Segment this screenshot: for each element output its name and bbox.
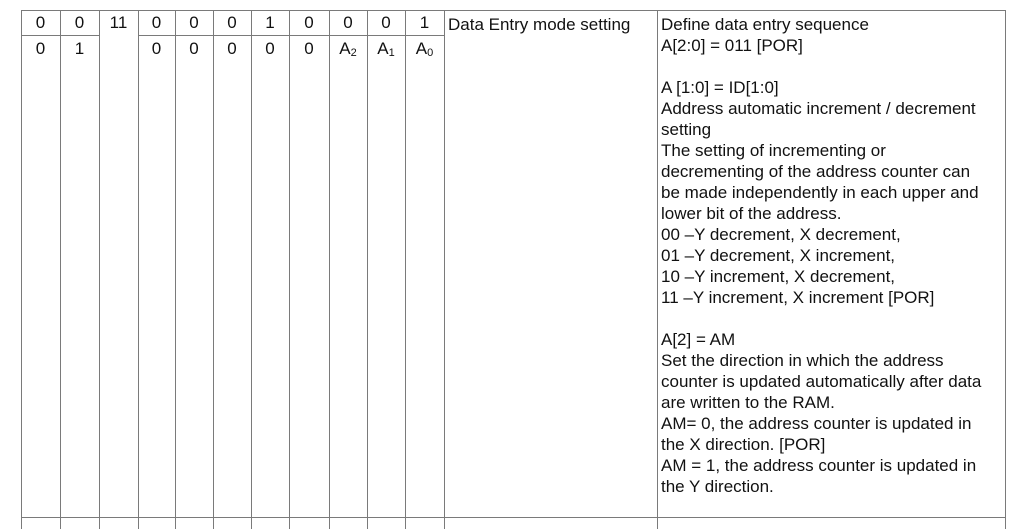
- description-line: AM= 0, the address counter is updated in: [661, 414, 972, 433]
- description-line: setting: [661, 120, 712, 139]
- bit-value: 0: [381, 13, 391, 32]
- bit-cell: [138, 39, 175, 59]
- column-divider: [367, 10, 368, 529]
- description-line: 01 –Y decrement, X increment,: [661, 246, 896, 265]
- description-line: lower bit of the address.: [661, 204, 842, 223]
- bit-cell: [60, 39, 99, 59]
- bit-value: 0: [151, 13, 162, 32]
- bit-cell: [213, 13, 251, 33]
- description-line: be made independently in each upper and: [661, 183, 979, 202]
- bit-subscript: 1: [388, 47, 395, 59]
- bit-cell: [367, 39, 405, 63]
- description-line: are written to the RAM.: [661, 393, 835, 412]
- description-line: the Y direction.: [661, 477, 774, 496]
- bit-cell: [60, 13, 99, 33]
- bit-cell: [329, 13, 367, 33]
- column-divider: [405, 10, 406, 529]
- bit-cell: [405, 13, 444, 33]
- bit-cell: [99, 13, 138, 33]
- bit-value: 0: [35, 13, 46, 32]
- column-divider: [175, 10, 176, 529]
- bit-cell: [405, 39, 444, 63]
- bit-cell: [289, 13, 329, 33]
- description-line: 11 –Y increment, X increment [POR]: [661, 288, 935, 307]
- column-divider: [329, 10, 330, 529]
- bit-value: 1: [265, 13, 275, 32]
- column-divider: [444, 10, 445, 529]
- column-divider: [289, 10, 290, 529]
- bit-value: 0: [304, 13, 314, 32]
- description-line: Address automatic increment / decrement: [661, 99, 976, 118]
- description-line: 10 –Y increment, X decrement,: [661, 267, 896, 286]
- row-divider: [138, 35, 444, 36]
- bit-value: 0: [35, 39, 46, 58]
- bit-value: 0: [227, 39, 237, 58]
- column-divider: [99, 10, 100, 529]
- bit-cell: [175, 39, 213, 59]
- description-line: 00 –Y decrement, X decrement,: [661, 225, 901, 244]
- bit-cell: [21, 39, 60, 59]
- bit-value: 0: [227, 13, 237, 32]
- bit-cell: [367, 13, 405, 33]
- bit-subscript: 0: [427, 47, 434, 59]
- column-divider: [138, 10, 139, 529]
- bit-value: A: [339, 39, 351, 58]
- bit-cell: [21, 13, 60, 33]
- bit-cell: [329, 39, 367, 63]
- column-divider: [60, 10, 61, 529]
- bit-cell: [138, 13, 175, 33]
- bit-value: 0: [265, 39, 275, 58]
- description-line: the X direction. [POR]: [661, 435, 826, 454]
- column-divider: [1005, 10, 1006, 529]
- bit-cell: [251, 39, 289, 59]
- bit-value: 0: [151, 39, 162, 58]
- bit-subscript: 2: [350, 47, 357, 59]
- column-divider: [213, 10, 214, 529]
- bit-value: 1: [419, 13, 430, 32]
- bit-value: 0: [343, 13, 353, 32]
- description-line: Define data entry sequence: [661, 15, 869, 34]
- command-name: Data Entry mode setting: [448, 15, 631, 34]
- bit-value: 11: [109, 13, 128, 32]
- description-line: A[2:0] = 011 [POR]: [661, 36, 803, 55]
- table-row-bottom-border: [21, 517, 1005, 518]
- bit-value: A: [415, 39, 428, 58]
- bit-cell: [251, 13, 289, 33]
- bit-value: 0: [74, 13, 85, 32]
- bit-value: 0: [189, 39, 199, 58]
- bit-value: 0: [304, 39, 314, 58]
- column-divider: [251, 10, 252, 529]
- description-line: Set the direction in which the address: [661, 351, 944, 370]
- description-line: counter is updated automatically after data: [661, 372, 982, 391]
- description-line: decrementing of the address counter can: [661, 162, 971, 181]
- description-line: A[2] = AM: [661, 330, 736, 349]
- description-line: AM = 1, the address counter is updated in: [661, 456, 977, 475]
- column-divider: [21, 10, 22, 529]
- table-top-border: [21, 10, 1005, 11]
- column-divider: [657, 10, 658, 529]
- bit-value: A: [377, 39, 389, 58]
- bit-value: 0: [189, 13, 199, 32]
- bit-cell: [213, 39, 251, 59]
- bit-value: 1: [74, 39, 85, 58]
- description-line: A [1:0] = ID[1:0]: [661, 78, 779, 97]
- bit-cell: [289, 39, 329, 59]
- bit-cell: [175, 13, 213, 33]
- description-line: The setting of incrementing or: [661, 141, 886, 160]
